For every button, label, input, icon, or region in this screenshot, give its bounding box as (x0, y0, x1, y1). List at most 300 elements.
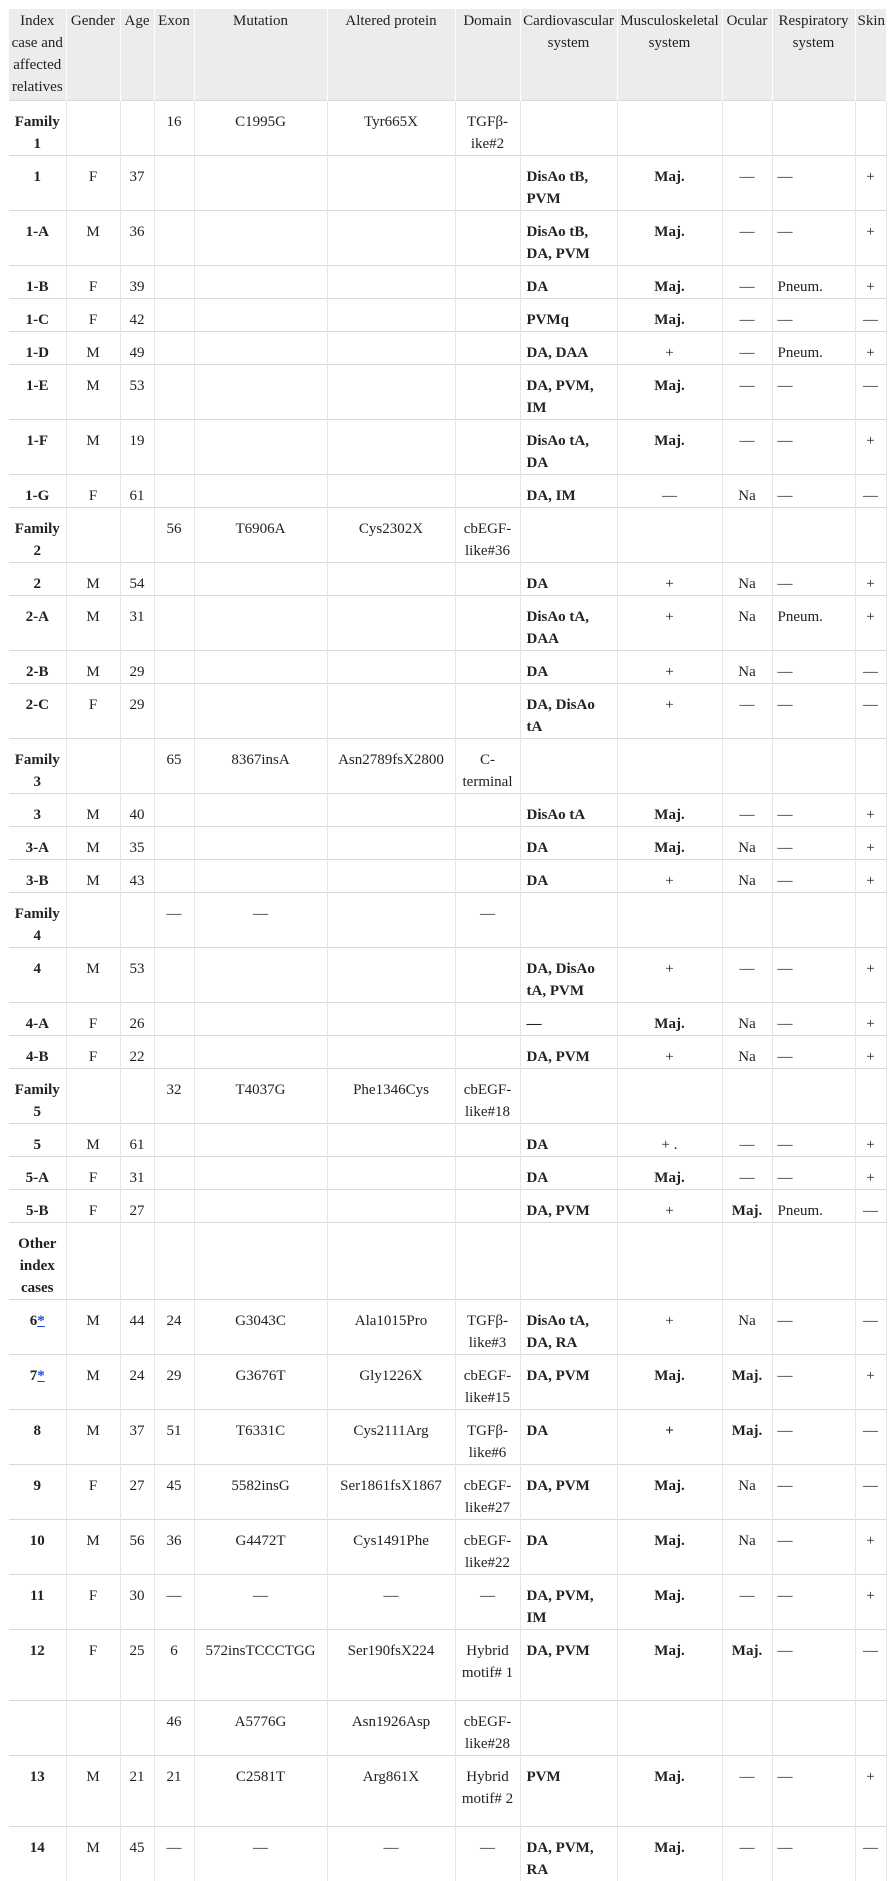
cell-domain (455, 1157, 520, 1190)
cell-index-case (9, 1410, 66, 1465)
cell-domain-text: TGFβ-like#6 (467, 1423, 508, 1461)
cell-gender (66, 739, 120, 794)
cell-domain (455, 332, 520, 365)
cell-gender-text: M (86, 378, 99, 394)
cell-mutation (194, 156, 327, 211)
cell-musculoskeletal-text: Maj. (654, 169, 684, 185)
cell-ocular (722, 1190, 772, 1223)
cell-ocular (722, 1157, 772, 1190)
cell-respiratory-text: — (778, 840, 793, 856)
header-mutation: Mutation (194, 9, 327, 101)
cell-mutation-text: T4037G (236, 1082, 286, 1098)
cell-age (120, 1157, 154, 1190)
cell-skin (855, 1355, 886, 1410)
cell-altered-protein (327, 651, 455, 684)
cell-index-case (9, 211, 66, 266)
table-row (9, 1223, 886, 1300)
cell-age (120, 1575, 154, 1630)
cell-musculoskeletal-text: Maj. (654, 1588, 684, 1604)
cell-mutation (194, 1520, 327, 1575)
table-row (9, 794, 886, 827)
cell-musculoskeletal (617, 365, 722, 420)
cell-ocular-text: Na (738, 664, 756, 680)
cell-altered-protein (327, 101, 455, 156)
header-age: Age (120, 9, 154, 101)
cell-gender (66, 211, 120, 266)
header-cardiovascular: Cardiovascular system (520, 9, 617, 101)
cell-altered-protein (327, 1190, 455, 1223)
cell-age (120, 266, 154, 299)
cell-domain (455, 420, 520, 475)
cell-respiratory-text: — (778, 1478, 793, 1494)
cell-age (120, 684, 154, 739)
header-domain: Domain (455, 9, 520, 101)
cell-altered-protein (327, 1069, 455, 1124)
cell-musculoskeletal-text: Maj. (654, 224, 684, 240)
cell-musculoskeletal (617, 1465, 722, 1520)
cell-gender-text: F (89, 169, 97, 185)
cell-cardiovascular (520, 420, 617, 475)
cell-domain-text: — (480, 906, 495, 922)
cell-ocular (722, 827, 772, 860)
cell-mutation (194, 948, 327, 1003)
cell-musculoskeletal (617, 1157, 722, 1190)
cell-index-case-text: 14 (30, 1840, 45, 1856)
cell-gender (66, 1520, 120, 1575)
cell-domain (455, 1003, 520, 1036)
cell-altered-protein-text: Ser190fsX224 (348, 1643, 435, 1659)
cell-age (120, 860, 154, 893)
cell-musculoskeletal (617, 1630, 722, 1701)
cell-domain-text: cbEGF-like#15 (464, 1368, 512, 1406)
cell-cardiovascular-text: DisAo tA (527, 807, 586, 823)
cell-respiratory-text: — (778, 1769, 793, 1785)
cell-skin (855, 739, 886, 794)
table-row (9, 266, 886, 299)
cell-gender-text: F (89, 488, 97, 504)
footnote-link[interactable]: * (37, 1368, 45, 1384)
cell-ocular (722, 508, 772, 563)
cell-cardiovascular-text: DA, DisAo tA, PVM (527, 961, 595, 999)
cell-musculoskeletal (617, 332, 722, 365)
cell-altered-protein (327, 1003, 455, 1036)
cell-altered-protein (327, 948, 455, 1003)
cell-skin-text: — (863, 1478, 878, 1494)
cell-gender-text: M (86, 433, 99, 449)
cell-index-case-text: 1-D (26, 345, 49, 361)
cell-musculoskeletal (617, 1300, 722, 1355)
cell-skin-text: + (866, 433, 874, 449)
cell-respiratory (772, 563, 855, 596)
cell-skin-text: + (866, 224, 874, 240)
cell-index-case (9, 365, 66, 420)
cell-skin (855, 684, 886, 739)
cell-exon (154, 101, 194, 156)
cell-cardiovascular (520, 1520, 617, 1575)
table-row (9, 596, 886, 651)
cell-skin-text: — (863, 488, 878, 504)
cell-domain (455, 1190, 520, 1223)
cell-age (120, 1300, 154, 1355)
cell-index-case (9, 1036, 66, 1069)
table-row (9, 684, 886, 739)
cell-domain-text: — (480, 1588, 495, 1604)
cell-mutation (194, 332, 327, 365)
table-row (9, 299, 886, 332)
cell-skin (855, 893, 886, 948)
cell-musculoskeletal (617, 1410, 722, 1465)
cell-ocular (722, 893, 772, 948)
cell-cardiovascular (520, 332, 617, 365)
cell-age (120, 1003, 154, 1036)
cell-cardiovascular (520, 948, 617, 1003)
cell-skin-text: + (866, 807, 874, 823)
cell-age-text: 39 (130, 279, 145, 295)
cell-altered-protein-text: Ala1015Pro (355, 1313, 428, 1329)
header-musculoskeletal: Musculoskeletal system (617, 9, 722, 101)
cell-index-case (9, 596, 66, 651)
table-row (9, 948, 886, 1003)
cell-gender (66, 1069, 120, 1124)
cell-exon (154, 1355, 194, 1410)
cell-respiratory-text: — (778, 312, 793, 328)
cell-cardiovascular (520, 1630, 617, 1701)
cell-index-case (9, 508, 66, 563)
cell-exon (154, 1036, 194, 1069)
cell-gender-text: F (89, 279, 97, 295)
cell-age (120, 1223, 154, 1300)
cell-exon (154, 1701, 194, 1756)
footnote-link[interactable]: * (37, 1313, 45, 1329)
cell-ocular-text: Na (738, 609, 756, 625)
cell-skin-text: — (863, 664, 878, 680)
cell-skin-text: + (866, 1137, 874, 1153)
cell-cardiovascular-text: PVM (527, 1769, 561, 1785)
cell-index-case-text: Family 4 (15, 906, 60, 944)
cell-respiratory (772, 266, 855, 299)
cell-mutation (194, 893, 327, 948)
cell-skin-text: — (863, 312, 878, 328)
cell-respiratory-text: Pneum. (778, 345, 823, 361)
cell-skin-text: + (866, 1588, 874, 1604)
cell-index-case (9, 651, 66, 684)
cell-musculoskeletal (617, 1756, 722, 1827)
cell-ocular-text: Na (738, 1478, 756, 1494)
cell-index-case (9, 948, 66, 1003)
cell-cardiovascular-text: DA (527, 1533, 549, 1549)
cell-respiratory-text: — (778, 1368, 793, 1384)
cell-domain (455, 684, 520, 739)
cell-age (120, 101, 154, 156)
cell-musculoskeletal (617, 1520, 722, 1575)
cell-age-text: 30 (130, 1588, 145, 1604)
cell-age-text: 36 (130, 224, 145, 240)
cell-altered-protein (327, 1355, 455, 1410)
table-row (9, 1124, 886, 1157)
cell-domain (455, 739, 520, 794)
cell-gender-text: M (86, 1368, 99, 1384)
cell-gender (66, 1410, 120, 1465)
cell-skin (855, 794, 886, 827)
cell-domain (455, 508, 520, 563)
cell-domain (455, 1069, 520, 1124)
cell-mutation-text: — (253, 1840, 268, 1856)
cell-age (120, 1465, 154, 1520)
cell-respiratory (772, 1003, 855, 1036)
cell-age-text: 21 (130, 1769, 145, 1785)
cell-skin-text: + (866, 1170, 874, 1186)
cell-age-text: 25 (130, 1643, 145, 1659)
cell-cardiovascular-text: DA, PVM (527, 1643, 590, 1659)
cell-respiratory (772, 211, 855, 266)
cell-musculoskeletal (617, 1575, 722, 1630)
cell-cardiovascular-text: DisAo tA, DA, RA (527, 1313, 590, 1351)
cell-gender (66, 1575, 120, 1630)
cell-domain (455, 211, 520, 266)
cell-cardiovascular (520, 1223, 617, 1300)
table-row (9, 1520, 886, 1575)
cell-skin-text: — (863, 1313, 878, 1329)
cell-ocular-text: Maj. (732, 1643, 762, 1659)
cell-respiratory (772, 1756, 855, 1827)
cell-musculoskeletal-text: + (665, 697, 673, 713)
cell-gender-text: F (89, 1478, 97, 1494)
cell-gender (66, 651, 120, 684)
header-respiratory: Respiratory system (772, 9, 855, 101)
cell-cardiovascular (520, 508, 617, 563)
cell-exon-text: 56 (167, 521, 182, 537)
cell-domain-text: cbEGF-like#36 (464, 521, 512, 559)
cell-domain (455, 1355, 520, 1410)
cell-index-case (9, 1157, 66, 1190)
cell-cardiovascular (520, 266, 617, 299)
cell-index-case (9, 1300, 66, 1355)
cell-age (120, 1069, 154, 1124)
cell-age (120, 596, 154, 651)
cell-skin (855, 1827, 886, 1881)
cell-ocular-text: — (740, 697, 755, 713)
cell-skin (855, 211, 886, 266)
cell-musculoskeletal (617, 827, 722, 860)
cell-musculoskeletal-text: + . (662, 1137, 678, 1153)
cell-skin (855, 1520, 886, 1575)
cell-index-case-text: 13 (30, 1769, 45, 1785)
cell-mutation-text: C1995G (235, 114, 286, 130)
cell-ocular (722, 739, 772, 794)
cell-cardiovascular (520, 563, 617, 596)
cell-ocular-text: Na (738, 873, 756, 889)
cell-index-case (9, 1575, 66, 1630)
cell-ocular (722, 684, 772, 739)
cell-exon (154, 948, 194, 1003)
cell-respiratory-text: — (778, 576, 793, 592)
cell-musculoskeletal (617, 211, 722, 266)
cell-index-case-text: 5-A (26, 1170, 49, 1186)
cell-musculoskeletal-text: Maj. (654, 807, 684, 823)
cell-domain (455, 563, 520, 596)
cell-altered-protein (327, 1701, 455, 1756)
cell-index-case-text: 2-C (26, 697, 49, 713)
cell-altered-protein-text: — (384, 1588, 399, 1604)
cell-index-case (9, 1827, 66, 1881)
cell-skin-text: — (863, 1643, 878, 1659)
cell-respiratory-text: — (778, 433, 793, 449)
cell-index-case-text: 5-B (26, 1203, 49, 1219)
cell-ocular (722, 1124, 772, 1157)
cell-cardiovascular-text: DA, IM (527, 488, 576, 504)
cell-altered-protein-text: Tyr665X (364, 114, 418, 130)
cell-age-text: 27 (130, 1203, 145, 1219)
cell-mutation (194, 596, 327, 651)
table-row (9, 1701, 886, 1756)
cell-skin (855, 1575, 886, 1630)
cell-musculoskeletal-text: Maj. (654, 433, 684, 449)
cell-skin-text: — (863, 697, 878, 713)
cell-ocular (722, 1069, 772, 1124)
cell-altered-protein (327, 1300, 455, 1355)
cell-exon (154, 508, 194, 563)
cell-ocular-text: — (740, 224, 755, 240)
cell-musculoskeletal (617, 1003, 722, 1036)
cell-age (120, 365, 154, 420)
cell-musculoskeletal-text: Maj. (654, 1016, 684, 1032)
cell-mutation (194, 827, 327, 860)
cell-respiratory-text: — (778, 1016, 793, 1032)
cell-respiratory (772, 508, 855, 563)
cell-ocular (722, 1465, 772, 1520)
cell-mutation (194, 563, 327, 596)
cell-cardiovascular (520, 794, 617, 827)
cell-altered-protein (327, 211, 455, 266)
cell-cardiovascular (520, 156, 617, 211)
cell-mutation-text: A5776G (235, 1714, 287, 1730)
cell-age-text: 44 (130, 1313, 145, 1329)
cell-exon-text: 36 (167, 1533, 182, 1549)
cell-domain-text: cbEGF-like#22 (464, 1533, 512, 1571)
cell-skin (855, 860, 886, 893)
cell-domain (455, 475, 520, 508)
table-row (9, 563, 886, 596)
cell-index-case (9, 1223, 66, 1300)
cell-exon (154, 156, 194, 211)
cell-skin (855, 156, 886, 211)
cell-index-case (9, 420, 66, 475)
cell-gender (66, 1157, 120, 1190)
cell-exon-text: 46 (167, 1714, 182, 1730)
cell-domain (455, 1465, 520, 1520)
cell-gender (66, 893, 120, 948)
table-row (9, 332, 886, 365)
cell-index-case-text: 7 (30, 1368, 38, 1384)
cell-gender-text: F (89, 1016, 97, 1032)
table-row (9, 365, 886, 420)
cell-exon (154, 475, 194, 508)
cell-exon-text: 51 (167, 1423, 182, 1439)
cell-respiratory (772, 156, 855, 211)
cell-index-case (9, 827, 66, 860)
cell-gender-text: M (86, 840, 99, 856)
cell-altered-protein-text: Asn1926Asp (352, 1714, 430, 1730)
table-row (9, 893, 886, 948)
header-gender: Gender (66, 9, 120, 101)
cell-index-case-text: 1-E (26, 378, 49, 394)
cell-gender (66, 1190, 120, 1223)
cell-cardiovascular-text: DA (527, 873, 549, 889)
cell-age (120, 1190, 154, 1223)
cell-respiratory (772, 684, 855, 739)
cell-exon-text: 21 (167, 1769, 182, 1785)
cell-altered-protein (327, 1630, 455, 1701)
cell-mutation (194, 101, 327, 156)
cell-cardiovascular (520, 596, 617, 651)
cell-cardiovascular (520, 1575, 617, 1630)
cell-respiratory (772, 1520, 855, 1575)
cell-gender-text: F (89, 1643, 97, 1659)
cell-musculoskeletal-text: Maj. (654, 1170, 684, 1186)
cell-ocular (722, 1300, 772, 1355)
cell-altered-protein (327, 1223, 455, 1300)
cell-index-case-text: 4-B (26, 1049, 49, 1065)
cell-musculoskeletal-text: + (665, 576, 673, 592)
cell-skin-text: + (866, 873, 874, 889)
cell-cardiovascular-text: DA (527, 576, 549, 592)
cell-mutation (194, 475, 327, 508)
cell-gender (66, 1756, 120, 1827)
cell-index-case (9, 684, 66, 739)
table-row (9, 1575, 886, 1630)
cell-mutation (194, 1069, 327, 1124)
cell-gender (66, 860, 120, 893)
table-row (9, 1465, 886, 1520)
cell-mutation-text: G3676T (236, 1368, 286, 1384)
cell-domain-text: cbEGF-like#28 (464, 1714, 512, 1752)
cell-skin (855, 365, 886, 420)
cell-gender (66, 266, 120, 299)
cell-cardiovascular-text: DA, DisAo tA (527, 697, 595, 735)
cell-mutation-text: G3043C (235, 1313, 286, 1329)
cell-exon (154, 1069, 194, 1124)
cell-exon (154, 596, 194, 651)
cell-exon (154, 1124, 194, 1157)
cell-respiratory (772, 1069, 855, 1124)
cell-musculoskeletal (617, 1701, 722, 1756)
cell-cardiovascular-text: PVMq (527, 312, 570, 328)
cell-cardiovascular (520, 1410, 617, 1465)
cell-musculoskeletal (617, 1827, 722, 1881)
cell-cardiovascular (520, 211, 617, 266)
cell-skin (855, 948, 886, 1003)
cell-ocular (722, 101, 772, 156)
cell-altered-protein (327, 475, 455, 508)
cell-domain (455, 1575, 520, 1630)
cell-altered-protein (327, 420, 455, 475)
cell-musculoskeletal-text: Maj. (654, 1533, 684, 1549)
cell-skin (855, 1223, 886, 1300)
cell-ocular-text: — (740, 1840, 755, 1856)
cell-skin (855, 1190, 886, 1223)
cell-musculoskeletal-text: Maj. (654, 1368, 684, 1384)
cell-cardiovascular (520, 684, 617, 739)
cell-altered-protein (327, 684, 455, 739)
table-row (9, 475, 886, 508)
cell-domain (455, 1036, 520, 1069)
cell-domain (455, 1520, 520, 1575)
cell-gender-text: M (86, 1769, 99, 1785)
cell-altered-protein (327, 1124, 455, 1157)
cell-domain (455, 1756, 520, 1827)
cell-age-text: 31 (130, 1170, 145, 1186)
cell-musculoskeletal-text: + (665, 961, 673, 977)
